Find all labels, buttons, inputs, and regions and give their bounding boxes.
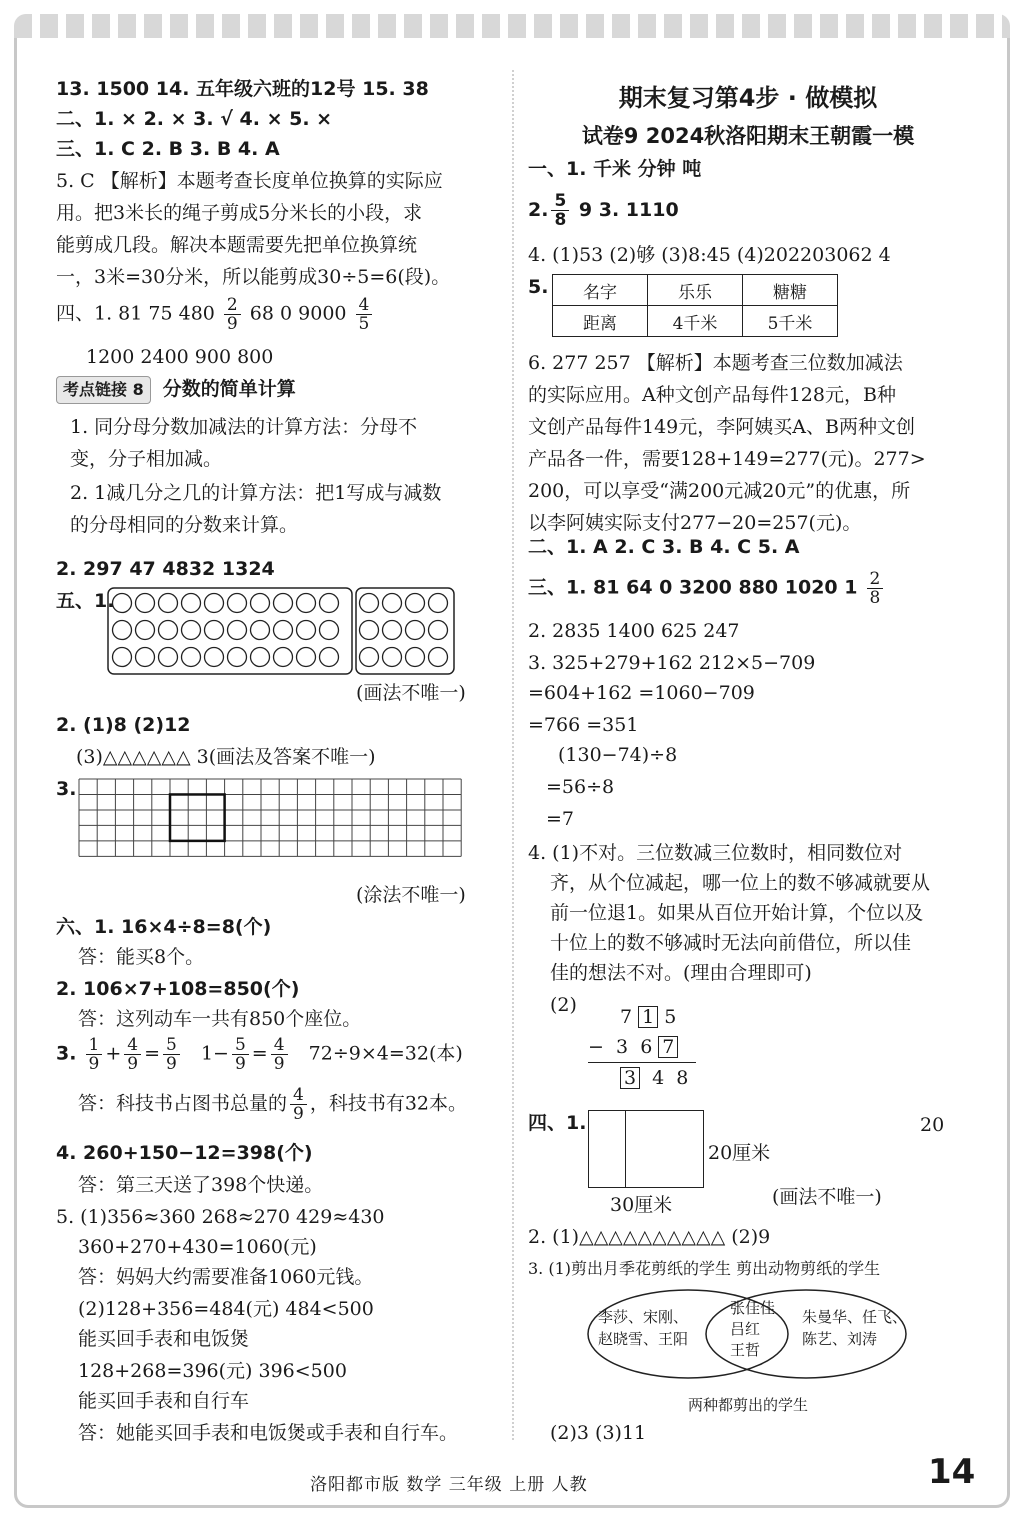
venn-intersection-names: 张佳佳 吕红 王哲 [730,1299,776,1359]
calc-line: =7 [546,808,575,830]
answer-line: 2. (1)8 (2)12 [56,714,191,736]
knowledge-badge: 考点链接 8 [56,376,151,404]
distance-table: 名字 乐乐 糖糖 距离 4千米 5千米 [552,274,838,337]
dimension-label: 20厘米 [708,1142,771,1164]
grid-figure [78,778,478,858]
column-divider [512,70,514,1440]
answer-line: 2. 2835 1400 625 247 [528,620,740,642]
answer-line: 4. 260+150−12=398(个) [56,1142,313,1164]
answer-line: (2)128+356=484(元) 484<500 [78,1298,374,1320]
analysis-line: 佳的想法不对。(理由合理即可) [550,962,812,984]
answer-line: 5. (1)356≈360 268≈270 429≈430 [56,1206,385,1228]
answer-line: 二、1. × 2. × 3. √ 4. × 5. × [56,108,333,130]
venn-caption: 两种都剪出的学生 [688,1396,809,1414]
analysis-line: 的实际应用。A种文创产品每件128元，B种 [528,384,896,406]
answer-value: 20 [920,1114,945,1136]
analysis-line: 前一位退1。如果从百位开始计算，个位以及 [550,902,924,924]
answer-line: 2. (1)△△△△△△△△△△ (2)9 [528,1226,771,1248]
answer-line: 二、1. A 2. C 3. B 4. C 5. A [528,536,800,558]
calc-line: 3. 325+279+162 212×5−709 [528,652,816,674]
note: (画法不唯一) [772,1186,882,1208]
analysis-line: 齐，从个位减起，哪一位上的数不够减就要从 [550,872,931,894]
page-number: 14 [928,1452,976,1492]
analysis-line: 以李阿姨实际支付277−20=257(元)。 [528,512,862,534]
answer-line: 答：能买8个。 [78,946,205,968]
answer-line [56,296,375,333]
answer-line: 六、1. 16×4÷8=8(个) [56,916,272,938]
answer-line: 2. $\frac{5}{8}$ 9 3. 1110 [528,191,679,230]
knowledge-line: 的分母相同的分数来计算。 [70,514,299,536]
answer-line: 答：她能买回手表和电饭煲或手表和自行车。 [78,1422,459,1444]
vertical-subtraction: 7 1 5 − 3 6 7 3 4 8 [588,1002,708,1093]
calc-line: =766 =351 [528,714,639,736]
knowledge-title: 分数的简单计算 [162,378,296,400]
knowledge-line: 变，分子相加减。 [70,448,223,470]
answer-line: 三、1. 81 64 0 3200 880 1020 1 $\frac{2}{8}$ [528,570,886,607]
answer-text: 68 0 9000 [249,302,347,325]
analysis-line: 200，可以享受“满200元减20元”的优惠，所 [528,480,911,502]
note: (涂法不唯一) [356,884,466,906]
section-title: 期末复习第4步 · 做模拟 [618,84,878,112]
answer-line: 能买回手表和电饭煲 [78,1328,250,1350]
circle-grouping-figure [106,586,458,678]
answer-line: 答：这列动车一共有850个座位。 [78,1008,362,1030]
note: (画法不唯一) [356,682,466,704]
calc-line: (130−74)÷8 [558,744,678,766]
dimension-label: 30厘米 [610,1194,673,1216]
exam-subtitle: 试卷9 2024秋洛阳期末王朝霞一模 [581,124,915,148]
answer-line: 能买回手表和自行车 [78,1390,250,1412]
answer-line: 5. [528,276,549,298]
page-footer: 洛阳都市版 数学 三年级 上册 人教 [310,1475,588,1495]
answer-line: 360+270+430=1060(元) [78,1236,317,1258]
answer-line: 128+268=396(元) 396<500 [78,1360,347,1382]
analysis-line: 能剪成几段。解决本题需要先把单位换算统 [56,234,418,256]
calc-line: =56÷8 [546,776,615,798]
analysis-line: 用。把3米长的绳子剪成5分米长的小段，求 [56,202,423,224]
answer-line: 1200 2400 900 800 [86,346,274,368]
answer-line: (2) [550,994,577,1016]
answer-line: 3. (1)剪出月季花剪纸的学生 剪出动物剪纸的学生 [528,1259,881,1278]
knowledge-header [56,376,296,404]
answer-line: 答：妈妈大约需要准备1060元钱。 [78,1266,374,1288]
analysis-line: 6. 277 257 【解析】本题考查三位数加减法 [528,352,903,374]
fraction: $\frac{2}{9}$ [224,296,241,333]
answer-text: 四、1. 81 75 480 [56,302,215,325]
answer-line: 4. (1)53 (2)够 (3)8:45 (4)202203062 4 [528,244,891,266]
answer-line: 四、1. [528,1112,587,1134]
answer-line: 2. 106×7+108=850(个) [56,978,300,1000]
answer-line: (2)3 (3)11 [550,1422,647,1444]
rectangle-figure [588,1110,704,1188]
analysis-line: 4. (1)不对。三位数减三位数时，相同数位对 [528,842,903,864]
answer-line: 13. 1500 14. 五年级六班的12号 15. 38 [56,78,429,100]
calc-line: =604+162 =1060−709 [528,682,755,704]
analysis-line: 文创产品每件149元，李阿姨买A、B两种文创 [528,416,915,438]
venn-left-names: 李莎、宋刚、 赵晓雪、王阳 [598,1308,689,1348]
knowledge-line: 2. 1减几分之几的计算方法：把1写成与减数 [70,482,442,504]
answer-line: 3. [56,778,77,800]
answer-line: 答：科技书占图书总量的 $\frac{4}{9}$ ，科技书有32本。 [78,1085,468,1124]
answer-line: 五、1. [56,590,115,612]
knowledge-line: 1. 同分母分数加减法的计算方法：分母不 [70,416,418,438]
venn-right-names: 朱曼华、任飞、 陈艺、刘涛 [802,1308,908,1348]
analysis-line: 产品各一件，需要128+149=277(元)。277> [528,448,926,470]
fraction: $\frac{4}{5}$ [356,296,373,333]
answer-line: 三、1. C 2. B 3. B 4. A [56,138,280,160]
answer-line: 一、1. 千米 分钟 吨 [528,158,702,180]
analysis-line: 5. C 【解析】本题考查长度单位换算的实际应 [56,170,443,192]
answer-line: 2. 297 47 4832 1324 [56,558,275,580]
answer-line: 答：第三天送了398个快递。 [78,1174,324,1196]
analysis-line: 十位上的数不够减时无法向前借位，所以佳 [550,932,912,954]
analysis-line: 一，3米=30分米，所以能剪成30÷5=6(段)。 [56,266,451,288]
answer-line: 3. $\frac{1}{9}$ + $\frac{4}{9}$ = $\frac{5}{9}$ 1− $\frac{5}{9}$ = $\frac{4}{9}$ 72÷9×4=32(本) [56,1035,463,1074]
answer-line: (3)△△△△△△ 3(画法及答案不唯一) [76,746,376,768]
